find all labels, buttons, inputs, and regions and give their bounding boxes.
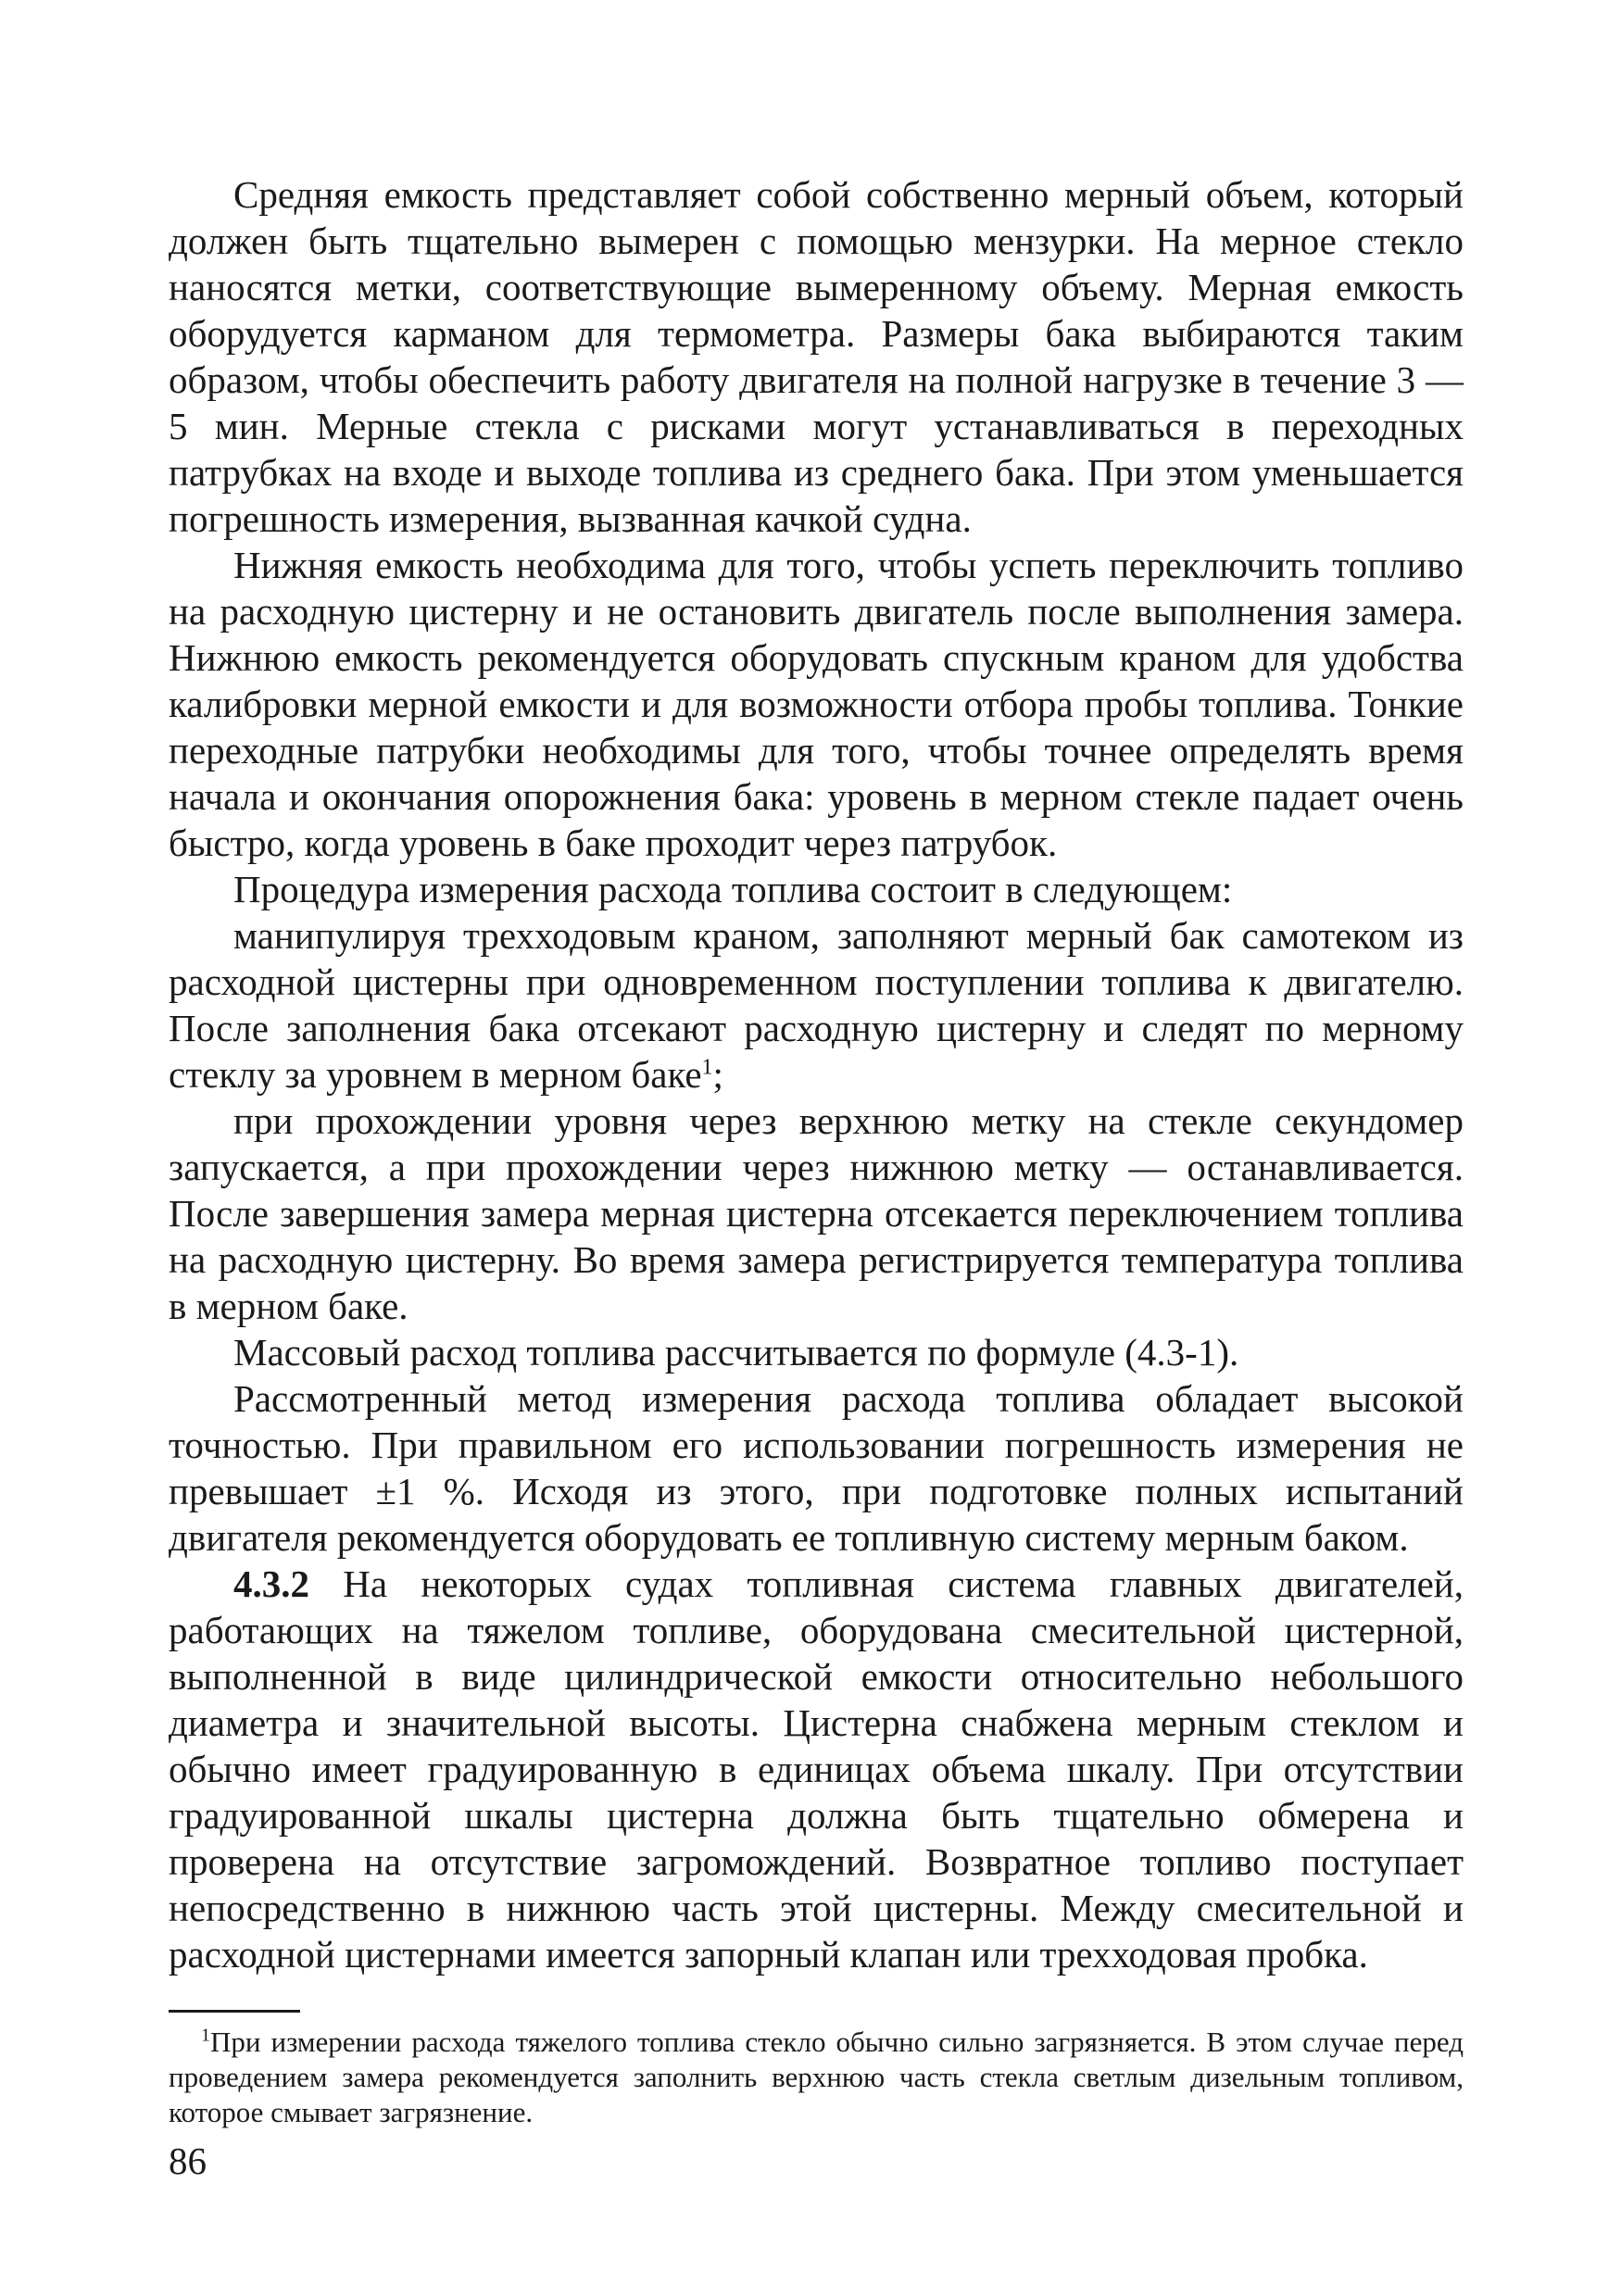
- footnote-reference: 1: [701, 1055, 713, 1080]
- section-number: 4.3.2: [233, 1562, 309, 1605]
- paragraph-accuracy: [169, 1375, 1464, 1561]
- paragraph-text: На некоторых судах топливная система главных двигателей, работающих на тяжелом топливе, оборудована смесительной цистерной, выполненной в виде цилиндрической емкости относительно небольшого диаметра и значительной высоты. Цистерна снабжена мерным стеклом и обычно имеет градуированную в единицах объема шкалу. При отсутствии градуированной шкалы цистерна должна быть тщательно обмерена и проверена на отсутствие загромождений. Возвратное топливо поступает непосредственно в нижнюю часть этой цистерны. Между смесительной и расходной цистернами имеется запорный клапан или трехходовая пробка.: [169, 1562, 1464, 1976]
- paragraph-procedure-intro: [169, 866, 1464, 912]
- paragraph-text: при прохождении уровня через верхнюю метку на стекле секундомер запускается, а при прохождении через нижнюю метку — останавливается. После завершения замера мерная цистерна отсекается переключением топлива на расходную цистерну. Во время замера регистрируется температура топлива в мерном баке.: [169, 1099, 1464, 1327]
- footnote-marker: 1: [201, 2025, 210, 2046]
- paragraph-lower-tank: [169, 542, 1464, 866]
- page-number: 86: [169, 2139, 207, 2182]
- paragraph-tail: ;: [712, 1053, 723, 1096]
- paragraph-text: Рассмотренный метод измерения расхода топлива обладает высокой точностью. При правильном его использовании погрешность измерения не превышает ±1 %. Исходя из этого, при подготовке полных испытаний двигателя рекомендуется оборудовать ее топливную систему мерным баком.: [169, 1377, 1464, 1559]
- paragraph-text: Нижняя емкость необходима для того, чтобы успеть переключить топливо на расходную цистерну и не остановить двигатель после выполнения замера. Нижнюю емкость рекомендуется оборудовать спускным краном для удобства калибровки мерной емкости и для возможности отбора пробы топлива. Тонкие переходные патрубки необходимы для того, чтобы точнее определять время начала и окончания опорожнения бака: уровень в мерном стекле падает очень быстро, когда уровень в баке проходит через патрубок.: [169, 544, 1464, 864]
- paragraph-mass-flow: [169, 1329, 1464, 1375]
- page-body: [169, 171, 1464, 1977]
- footnote-divider: [169, 2010, 300, 2013]
- footnote-text: При измерении расхода тяжелого топлива стекло обычно сильно загрязняется. В этом случае перед проведением замера рекомендуется заполнить верхнюю часть стекла светлым дизельным топливом, которое смывает загрязнение.: [169, 2026, 1464, 2128]
- paragraph-procedure-step-1: [169, 912, 1464, 1098]
- paragraph-text: Массовый расход топлива рассчитывается по формуле (4.3-1).: [233, 1331, 1239, 1374]
- paragraph-section-4-3-2: [169, 1561, 1464, 1977]
- paragraph-text: Процедура измерения расхода топлива состоит в следующем:: [233, 868, 1233, 910]
- paragraph-procedure-step-2: [169, 1098, 1464, 1329]
- paragraph-text: манипулируя трехходовым краном, заполняют мерный бак самотеком из расходной цистерны при одновременном поступлении топлива к двигателю. После заполнения бака отсекают расходную цистерну и следят по мерному стеклу за уровнем в мерном баке: [169, 914, 1464, 1096]
- paragraph-text: Средняя емкость представляет собой собственно мерный объем, который должен быть тщательно вымерен с помощью мензурки. На мерное стекло наносятся метки, соответствующие вымеренному объему. Мерная емкость оборудуется карманом для термометра. Размеры бака выбираются таким образом, чтобы обеспечить работу двигателя на полной нагрузке в течение 3 — 5 мин. Мерные стекла с рисками могут устанавливаться в переходных патрубках на входе и выходе топлива из среднего бака. При этом уменьшается погрешность измерения, вызванная качкой судна.: [169, 173, 1464, 540]
- paragraph-middle-tank: [169, 171, 1464, 542]
- footnote: [169, 2025, 1464, 2130]
